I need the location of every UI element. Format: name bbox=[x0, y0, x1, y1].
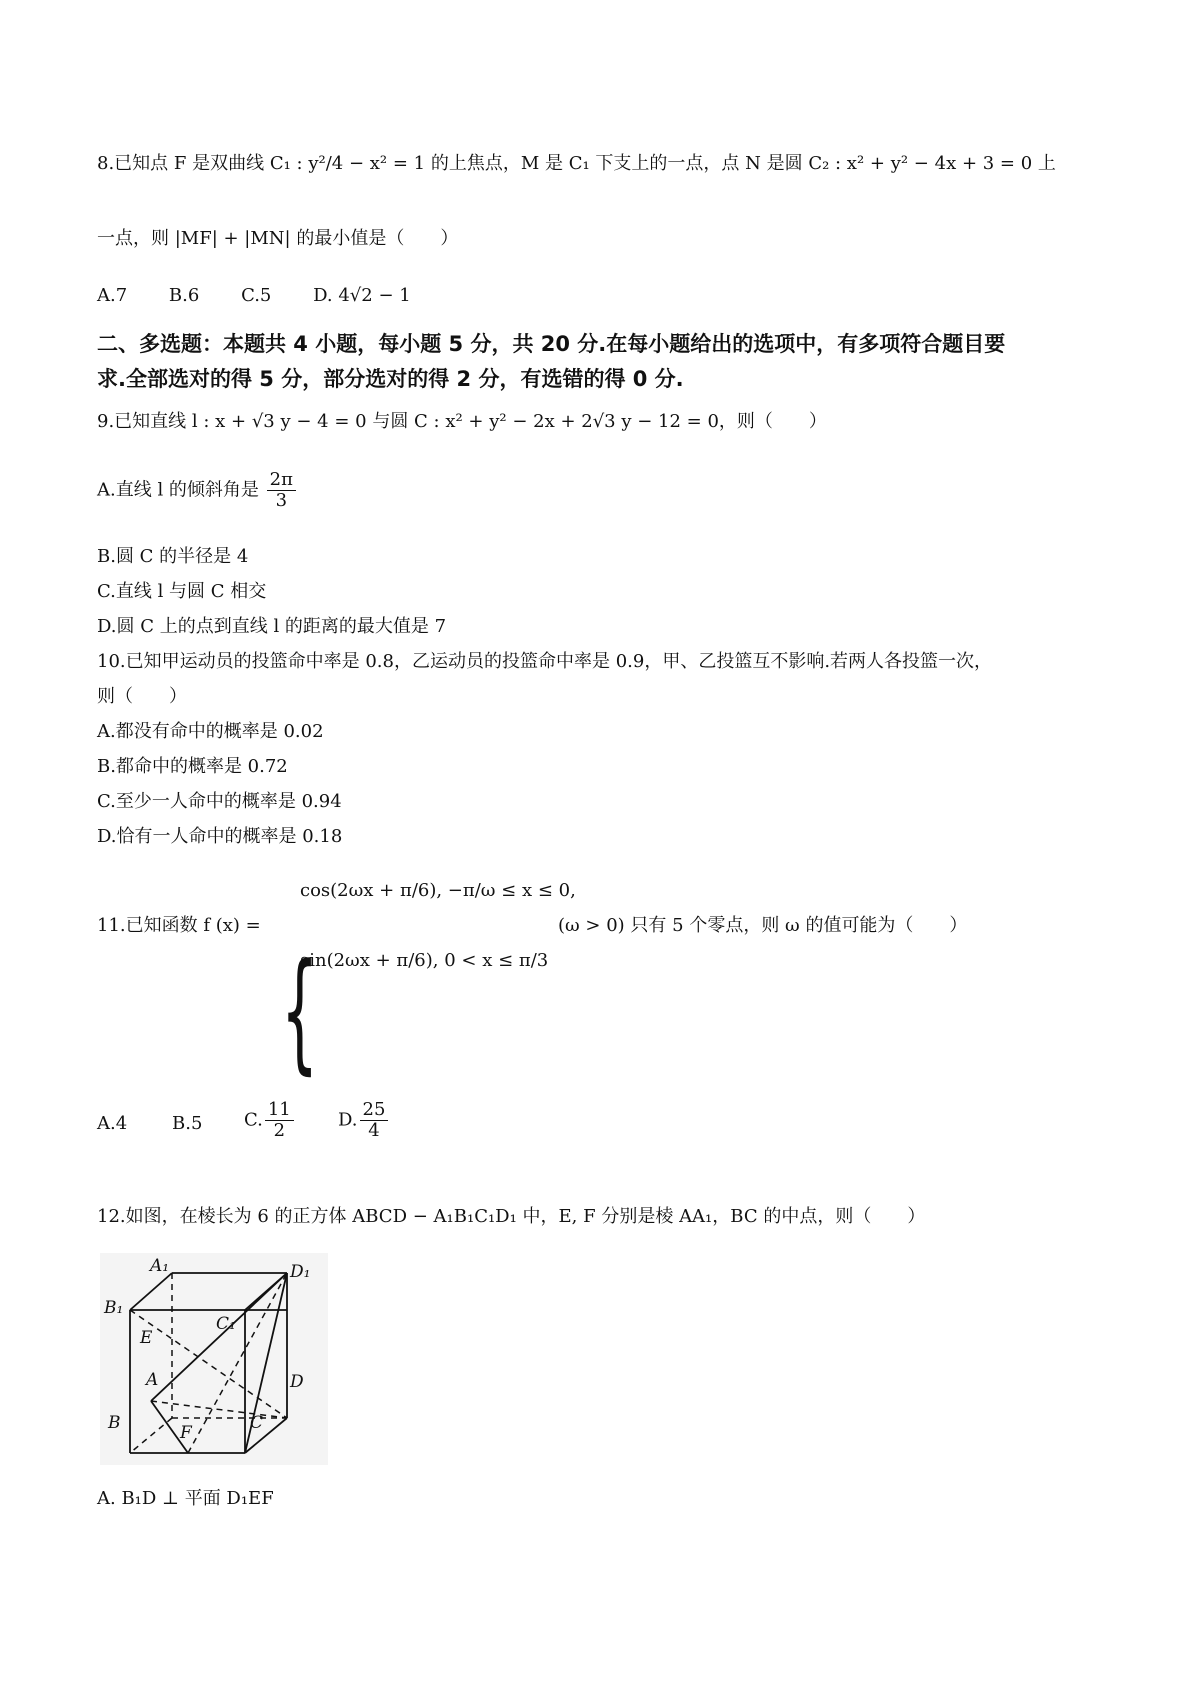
q11-option-c-label: C. bbox=[244, 1109, 263, 1131]
q11-option-d-denominator: 4 bbox=[368, 1119, 380, 1141]
q11-prefix: 11.已知函数 f (x) = bbox=[97, 915, 261, 936]
q11-option-c-numerator: 11 bbox=[265, 1100, 294, 1121]
section2-heading-line2: 求.全部选对的得 5 分，部分选对的得 2 分，有选错的得 0 分. bbox=[97, 367, 684, 391]
edge-ab-hidden bbox=[130, 1418, 172, 1453]
q8-stem-line1: 8.已知点 F 是双曲线 C₁ : y²/4 − x² = 1 的上焦点，M 是 C₁ 下支上的一点，点 N 是圆 C₂ : x² + y² − 4x + 3 = 0 上 bbox=[97, 153, 1056, 174]
q8-option-a: A.7 bbox=[97, 285, 128, 306]
label-d1: D₁ bbox=[290, 1262, 311, 1282]
q9-option-a-text: A.直线 l 的倾斜角是 bbox=[97, 479, 259, 501]
q9-option-a-numerator: 2π bbox=[267, 470, 296, 491]
q9-option-b: B.圆 C 的半径是 4 bbox=[97, 546, 249, 567]
label-f: F bbox=[180, 1423, 192, 1443]
label-c: C bbox=[250, 1413, 264, 1433]
q11-option-d-fraction bbox=[360, 1100, 389, 1141]
q11-option-c-fraction bbox=[265, 1100, 294, 1141]
section2-heading-line1: 二、多选题：本题共 4 小题，每小题 5 分，共 20 分.在每小题给出的选项中，有多项符合题目要 bbox=[97, 332, 1006, 356]
q11-option-a: A.4 bbox=[97, 1113, 128, 1134]
q11-option-b: B.5 bbox=[172, 1113, 203, 1134]
edge-a1b1 bbox=[130, 1273, 172, 1310]
q9-stem: 9.已知直线 l : x + √3 y − 4 = 0 与圆 C : x² + y² − 2x + 2√3 y − 12 = 0，则（ ） bbox=[97, 411, 827, 432]
q11-option-d-numerator: 25 bbox=[360, 1100, 389, 1121]
q10-option-c: C.至少一人命中的概率是 0.94 bbox=[97, 791, 342, 812]
q9-option-a-denominator: 3 bbox=[275, 489, 288, 511]
q8-option-d: D. 4√2 − 1 bbox=[313, 285, 411, 306]
q8-option-c: C.5 bbox=[241, 285, 272, 306]
label-a1: A₁ bbox=[150, 1256, 170, 1276]
q10-stem-line2: 则（ ） bbox=[97, 686, 187, 707]
q8-option-b: B.6 bbox=[168, 285, 200, 306]
q9-option-a bbox=[97, 470, 298, 511]
q11-piecewise-row2: sin(2ωx + π/6), 0 < x ≤ π/3 bbox=[300, 950, 549, 971]
q9-option-a-fraction bbox=[267, 470, 296, 511]
segment-d1e bbox=[151, 1273, 287, 1401]
label-a: A bbox=[146, 1370, 159, 1390]
q11-option-c-denominator: 2 bbox=[273, 1119, 286, 1141]
q12-stem: 12.如图，在棱长为 6 的正方体 ABCD − A₁B₁C₁D₁ 中，E, F 分别是棱 AA₁，BC 的中点，则（ ） bbox=[97, 1206, 926, 1227]
q12-option-a: A. B₁D ⊥ 平面 D₁EF bbox=[97, 1488, 274, 1509]
label-c1: C₁ bbox=[216, 1314, 236, 1334]
label-d: D bbox=[290, 1372, 304, 1392]
q11-piecewise-brace: { bbox=[281, 935, 319, 1087]
segment-fd1-hidden bbox=[188, 1273, 287, 1453]
q8-options bbox=[97, 284, 447, 308]
cube-figure bbox=[100, 1253, 328, 1465]
cube-diagram bbox=[100, 1253, 328, 1465]
q10-stem-line1: 10.已知甲运动员的投篮命中率是 0.8，乙运动员的投篮命中率是 0.9，甲、乙投篮互不影响.若两人各投篮一次， bbox=[97, 651, 993, 672]
label-b1: B₁ bbox=[104, 1298, 124, 1318]
q8-stem-line2: 一点，则 |MF| + |MN| 的最小值是（ ） bbox=[97, 228, 459, 249]
q11-option-c bbox=[244, 1100, 296, 1141]
q9-option-c: C.直线 l 与圆 C 相交 bbox=[97, 581, 267, 602]
q10-option-d: D.恰有一人命中的概率是 0.18 bbox=[97, 826, 343, 847]
q11-option-d bbox=[338, 1100, 390, 1141]
label-e: E bbox=[140, 1328, 153, 1348]
label-b: B bbox=[108, 1413, 121, 1433]
q9-option-d: D.圆 C 上的点到直线 l 的距离的最大值是 7 bbox=[97, 616, 447, 637]
q11-suffix: (ω > 0) 只有 5 个零点，则 ω 的值可能为（ ） bbox=[558, 915, 968, 936]
q11-option-d-label: D. bbox=[338, 1109, 358, 1131]
q10-option-b: B.都命中的概率是 0.72 bbox=[97, 756, 288, 777]
q10-option-a: A.都没有命中的概率是 0.02 bbox=[97, 721, 324, 742]
q11-piecewise-row1: cos(2ωx + π/6), −π/ω ≤ x ≤ 0, bbox=[300, 880, 576, 901]
